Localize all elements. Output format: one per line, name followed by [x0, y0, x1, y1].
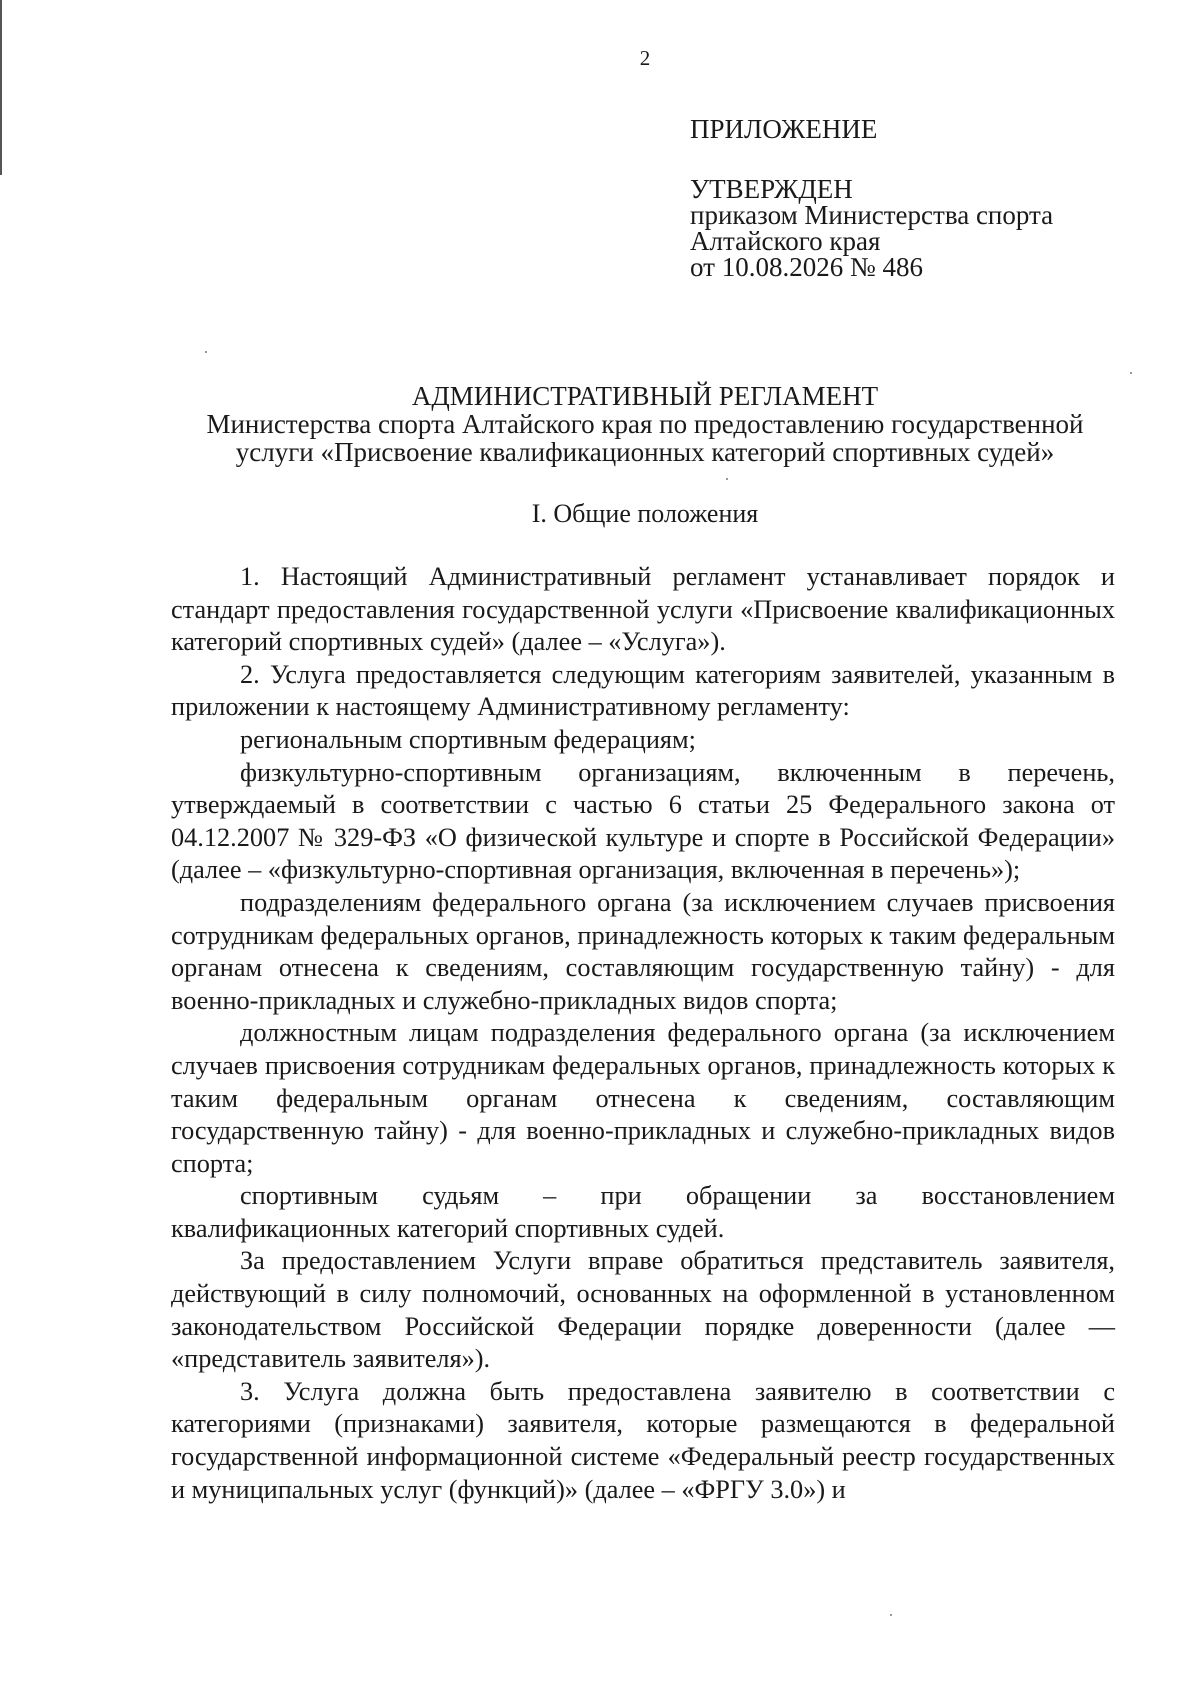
paragraph: физкультурно-спортивным организациям, включенным в перечень, утверждаемый в соответствии с частью 6 статьи 25 Федерального закона от 04.12.2007 № 329-ФЗ «О физической культуре и спорте в Российской Федерации» (далее – «физкультурно-спортивная организация, включенная в перечень»);: [171, 757, 1115, 885]
paragraph: региональным спортивным федерациям;: [240, 724, 696, 754]
appendix-title: ПРИЛОЖЕНИЕ: [690, 114, 878, 144]
scan-speck: [890, 1614, 892, 1616]
section-heading: I. Общие положения: [531, 499, 759, 528]
approved-by-line: приказом Министерства спорта: [690, 200, 1054, 230]
order-reference: от 10.08.2026 № 486: [690, 252, 923, 282]
paragraph: подразделениям федерального органа (за исключением случаев присвоения сотрудникам федеральных органов, принадлежность которых к таким федеральным органам отнесена к сведениям, составляющим государственную тайну) - для военно-прикладных и служебно-прикладных видов спорта;: [171, 887, 1115, 1015]
document-subtitle: Министерства спорта Алтайского края по предоставлению государственной: [206, 409, 1084, 439]
approval-block: [690, 176, 1053, 280]
scan-speck: [726, 478, 728, 480]
paragraph: должностным лицам подразделения федерального органа (за исключением случаев присвоения сотрудникам федеральных органов, принадлежность которых к таким федеральным органам отнесена к сведениям, составляющим государственную тайну) - для военно-прикладных и служебно-прикладных видов спорта;: [171, 1018, 1115, 1178]
paragraph: спортивным судьям – при обращении за восстановлением квалификационных категорий спортивных судей.: [171, 1181, 1115, 1243]
scan-speck: [205, 351, 207, 353]
scan-speck: [1130, 372, 1132, 374]
paragraph: 1. Настоящий Административный регламент устанавливает порядок и стандарт предоставления государственной услуги «Присвоение квалификационных категорий спортивных судей» (далее – «Услуга»).: [171, 562, 1115, 657]
scan-edge-mark: [0, 0, 2, 175]
page-number: 2: [639, 46, 651, 70]
approved-label: УТВЕРЖДЕН: [690, 174, 853, 204]
paragraph: 2. Услуга предоставляется следующим категориям заявителей, указанным в приложении к настоящему Административному регламенту:: [171, 659, 1115, 722]
body-text: [171, 561, 1115, 1506]
paragraph: За предоставлением Услуги вправе обратиться представитель заявителя, действующий в силу полномочий, основанных на оформленной в установленном законодательством Российской Федерации порядке доверенности (далее — «представитель заявителя»).: [171, 1246, 1115, 1374]
document-title: АДМИНИСТРАТИВНЫЙ РЕГЛАМЕНТ: [411, 381, 879, 411]
document-title-block: [170, 382, 1120, 466]
document-subtitle: услуги «Присвоение квалификационных категорий спортивных судей»: [235, 437, 1055, 467]
approved-by-line: Алтайского края: [690, 226, 881, 256]
paragraph: 3. Услуга должна быть предоставлена заявителю в соответствии с категориями (признаками) заявителя, которые размещаются в федеральной государственной информационной системе «Федеральный реестр государственных и муниципальных услуг (функций)» (далее – «ФРГУ 3.0») и: [171, 1376, 1115, 1504]
